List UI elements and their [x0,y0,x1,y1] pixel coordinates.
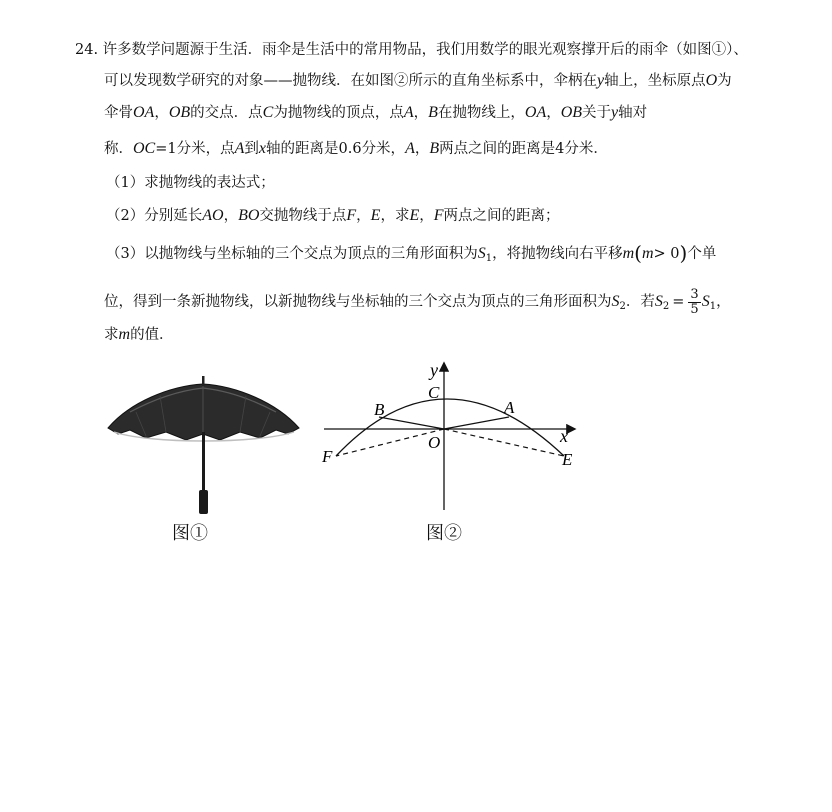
var-S: S [654,293,663,310]
text-seg: = [672,294,685,310]
segment-OB [379,417,444,429]
umbrella-shaft [202,432,205,492]
label-B: B [374,400,385,419]
question-number: 24. [75,42,99,58]
text-seg: 可以发现数学研究的对象——抛物线．在如图②所示的直角坐标系中，伞柄在 [104,73,597,89]
var-S: S [477,245,486,262]
text-seg: 交抛物线于点 [259,208,347,224]
text-seg: 为 [717,73,732,89]
text-seg: 轴的距离是 [266,141,339,157]
text-seg: ， [223,208,239,224]
var-y: y [597,72,605,89]
var-m: m [641,245,654,262]
subquestion-3-line-1 [106,243,716,269]
text-seg: ， [154,105,169,121]
subscript: 1 [485,253,493,264]
var-E: E [409,207,420,224]
text-seg: 两点之间的距离； [443,208,560,224]
var-m: m [622,245,635,262]
text-seg: ， [356,208,371,224]
var-m: m [118,326,131,343]
question-text-1: 许多数学问题源于生活．雨伞是生活中的常用物品，我们用数学的眼光观察撑开后的雨伞（如图①）、 [102,42,748,58]
question-line-4 [104,139,608,159]
text-seg: 为抛物线的顶点，点 [273,105,404,121]
subscript: 2 [662,301,670,312]
text-seg: 4 [555,141,565,157]
question-line-3 [104,103,647,123]
subquestion-3-line-2 [104,287,731,322]
var-x: x [258,140,266,157]
text-seg: 分米， [361,141,406,157]
subquestion-1 [106,173,275,193]
label-y: y [430,360,438,380]
var-OA: OA [524,104,547,121]
var-OA: OA [133,104,155,121]
var-B: B [429,140,440,157]
subquestion-1-text: （1）求抛物线的表达式； [106,175,275,191]
var-C: C [262,104,274,121]
label-x: x [560,426,568,446]
subquestion-2 [106,206,560,226]
text-seg: 0.6 [338,141,362,157]
text-seg: 两点之间的距离是 [439,141,556,157]
umbrella-canopy [108,384,299,440]
label-F: F [322,447,333,466]
label-C: C [428,383,440,402]
text-seg: 关于 [582,105,612,121]
text-seg: ，求 [380,208,410,224]
text-seg: 分米． [564,141,608,157]
var-A: A [234,140,245,157]
text-seg: ，将抛物线向右平移 [492,246,623,262]
fraction-3-5 [688,288,700,317]
question-line-1 [75,40,748,60]
var-S: S [611,293,620,310]
var-E: E [370,207,381,224]
figure-1-caption: 图① [172,523,208,544]
var-B: B [428,104,438,121]
text-seg: 位，得到一条新抛物线，以新抛物线与坐标轴的三个交点为顶点的三角形面积为 [104,294,612,310]
fraction-numerator: 3 [690,286,699,302]
segment-OA [444,417,509,429]
subscript: 2 [619,301,626,312]
text-seg: 的值． [130,327,174,343]
text-seg: 轴对 [618,105,648,121]
text-seg: 求 [104,327,119,343]
text-seg: 到 [244,141,259,157]
label-E: E [562,450,573,469]
text-seg: 分米，点 [176,141,235,157]
text-seg: 在抛物线上， [437,105,525,121]
text-seg: 个单 [687,246,717,262]
text-seg: 伞骨 [104,105,133,121]
text-seg: ， [419,208,434,224]
umbrella-figure [100,372,310,522]
text-seg: ， [414,141,430,157]
text-seg: ， [546,105,561,121]
left-paren: ( [634,241,642,265]
var-OC: OC [133,140,156,157]
var-F: F [346,207,357,224]
umbrella-handle [199,490,208,514]
text-seg: 称． [104,141,133,157]
figure-2-caption: 图② [426,523,462,544]
var-OB: OB [168,104,191,121]
parabola-diagram [316,358,586,518]
var-A: A [403,104,414,121]
label-O: O [428,433,441,452]
text-seg: （3）以抛物线与坐标轴的三个交点为顶点的三角形面积为 [106,246,478,262]
text-seg: =1 [155,141,177,157]
subscript: 1 [709,301,717,312]
subquestion-3-line-3 [104,325,174,345]
var-BO: BO [238,207,260,224]
var-S: S [701,293,710,310]
right-paren: ) [679,241,688,265]
fraction-denominator: 5 [690,301,699,317]
var-F: F [433,207,444,224]
segment-OE [444,429,564,456]
label-A: A [504,398,515,417]
var-y: y [611,104,619,121]
question-line-2 [104,71,732,91]
text-seg: ， [413,105,429,121]
text-seg: ．若 [625,294,655,310]
text-seg: 轴上，坐标原点 [604,73,706,89]
var-O: O [705,72,718,89]
var-OB: OB [560,104,583,121]
text-seg: > 0 [653,246,680,262]
var-AO: AO [202,207,224,224]
text-seg: 的交点．点 [190,105,263,121]
text-seg: ， [716,294,731,310]
var-A: A [405,140,415,157]
text-seg: （2）分别延长 [106,208,203,224]
